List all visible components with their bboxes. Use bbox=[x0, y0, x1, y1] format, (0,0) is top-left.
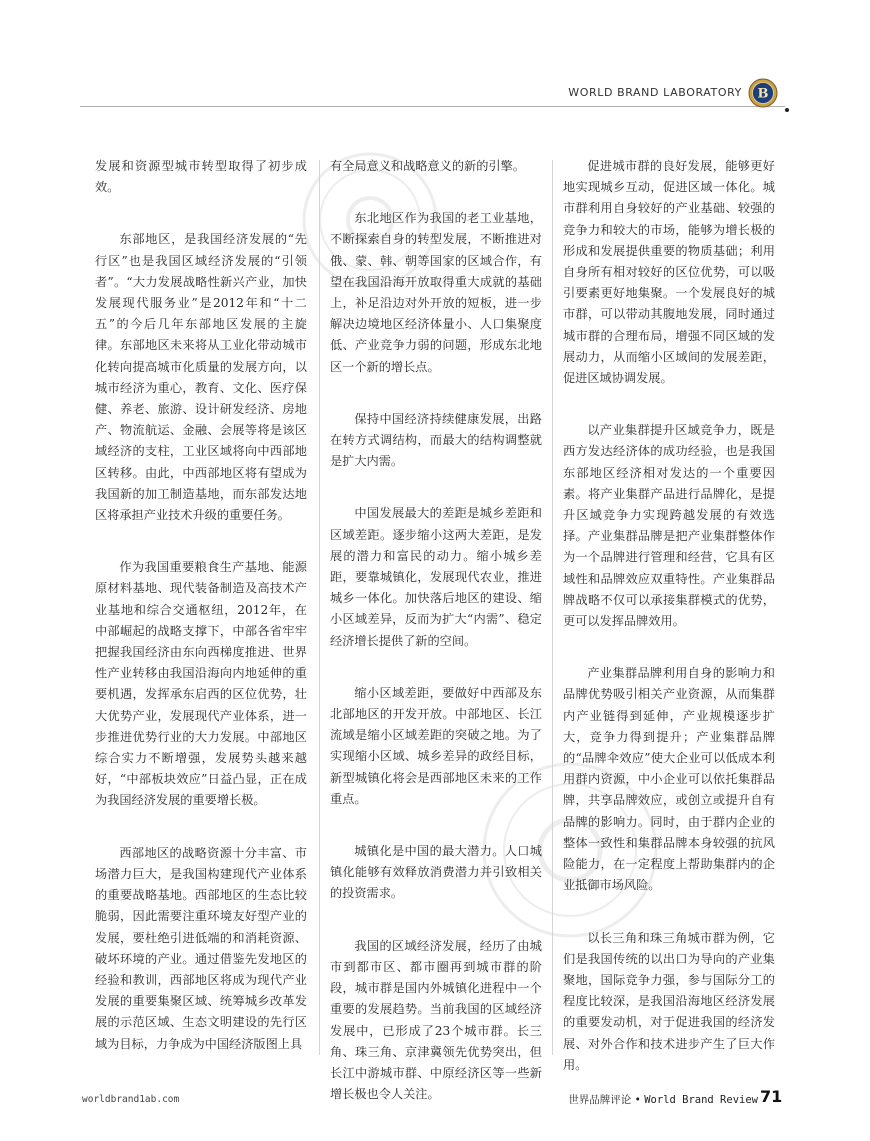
paragraph: 以产业集群提升区域竞争力，既是西方发达经济体的成功经验，也是我国东部地区经济相对发达的一个重要因素。将产业集群产品进行品牌化，是提升区域竞争力实现跨越发展的有效选择。产业集群品牌是把产业集群整体作为一个品牌进行管理和经营，它具有区域性和品牌效应双重特性。产业集群品牌战略不仅可以承接集群模式的优势，更可以发挥品牌效用。 bbox=[563, 423, 775, 629]
footer-publication-title bbox=[568, 1092, 758, 1107]
paragraph: 我国的区域经济发展，经历了由城市到都市区、都市圈再到城市群的阶段，城市群是国内外城镇化进程中一个重要的发展趋势。当前我国的区域经济发展中，已形成了23个城市群。长三角、珠三角、京津冀领先优势突出，但长江中游城市群、中原经济区等一些新增长极也令人关注。 bbox=[330, 938, 542, 1102]
paragraph: 中国发展最大的差距是城乡差距和区域差距。逐步缩小这两大差距，是发展的潜力和富民的动力。缩小城乡差距，要靠城镇化，发展现代农业，推进城乡一体化。加快落后地区的建设、缩小区域差异，反而为扩大“内需”、稳定经济增长提供了新的空间。 bbox=[330, 506, 542, 648]
paragraph: 产业集群品牌利用自身的影响力和品牌优势吸引相关产业资源，从而集群内产业链得到延伸，产业规模逐步扩大，竞争力得到提升；产业集群品牌的“品牌伞效应”使大企业可以低成本利用群内资源，中小企业可以依托集群品牌，共享品牌效应，或创立或提升自有品牌的影响力。同时，由于群内企业的整体一致性和集群品牌本身较强的抗风险能力，在一定程度上帮助集群内的企业抵御市场风险。 bbox=[563, 666, 775, 893]
column-1 bbox=[95, 156, 307, 1056]
page-number: 71 bbox=[760, 1087, 783, 1106]
paragraph: 作为我国重要粮食生产基地、能源原材料基地、现代装备制造及高技术产业基地和综合交通枢纽，2012年，在中部崛起的战略支撑下，中部各省牢牢把握我国经济由东向西梯度推进、世界性产业转移由我国沿海向内地延伸的重要机遇，发挥承东启西的区位优势，壮大优势产业，发展现代产业体系，进一步推进优势行业的大力发展。中部地区综合实力不断增强，发展势头越来越好，“中部板块效应”日益凸显，正在成为我国经济发展的重要增长极。 bbox=[95, 560, 307, 808]
paragraph: 以长三角和珠三角城市群为例，它们是我国传统的以出口为导向的产业集聚地，国际竞争力强，参与国际分工的程度比较深，是我国沿海地区经济发展的重要发动机，对于促进我国的经济发展、对外合作和技术进步产生了巨大作用。 bbox=[563, 930, 775, 1072]
paragraph: 保持中国经济持续健康发展，出路在转方式调结构，而最大的结构调整就是扩大内需。 bbox=[330, 411, 542, 469]
footer-site-url: worldbrand1ab.com bbox=[82, 1094, 180, 1105]
footer-separator: • bbox=[634, 1094, 641, 1106]
column-2 bbox=[330, 156, 542, 1102]
header-rule bbox=[80, 106, 785, 107]
brand-logo-icon bbox=[748, 78, 778, 108]
paragraph: 东北地区作为我国的老工业基地，不断探索自身的转型发展，不断推进对俄、蒙、韩、朝等国家的区域合作，有望在我国沿海开放取得重大成就的基础上，补足沿边对外开放的短板，进一步解决边境地区经济体量小、人口集聚度低、产业竞争力弱的问题，形成东北地区一个新的增长点。 bbox=[330, 211, 542, 374]
column-divider bbox=[319, 160, 320, 1055]
paragraph: 城镇化是中国的最大潜力。人口城镇化能够有效释放消费潜力并引致相关的投资需求。 bbox=[330, 844, 542, 901]
paragraph: 缩小区域差距，要做好中西部及东北部地区的开发开放。中部地区、长江流域是缩小区域差距的突破之地。为了实现缩小区域、城乡差异的政经目标，新型城镇化将会是西部地区未来的工作重点。 bbox=[330, 685, 542, 806]
header-dot bbox=[785, 108, 789, 112]
footer-title-en: World Brand Review bbox=[644, 1094, 758, 1106]
page-header bbox=[0, 72, 870, 120]
footer-title-cn: 世界品牌评论 bbox=[568, 1094, 632, 1106]
column-divider bbox=[552, 160, 553, 1055]
paragraph: 西部地区的战略资源十分丰富、市场潜力巨大，是我国构建现代产业体系的重要战略基地。西部地区的生态比较脆弱，因此需要注重环境友好型产业的发展，要杜绝引进低端的和消耗资源、破坏环境的产业。通过借鉴先发地区的经验和教训，西部地区将成为现代产业发展的重要集聚区域、统筹城乡改革发展的示范区域、生态文明建设的先行区域为目标，力争成为中国经济版图上具 bbox=[95, 845, 307, 1051]
page-footer bbox=[0, 1088, 870, 1112]
paragraph: 促进城市群的良好发展，能够更好地实现城乡互动，促进区域一体化。城市群利用自身较好的产业基础、较强的竞争力和较大的市场，能够为增长极的形成和发展提供重要的物质基础；利用自身所有相对较好的区位优势，可以吸引要素更好地集聚。一个发展良好的城市群，可以带动其腹地发展，同时通过城市群的合理布局，增强不同区域的发展动力，从而缩小区域间的发展差距，促进区域协调发展。 bbox=[563, 159, 775, 386]
paragraph: 有全局意义和战略意义的新的引擎。 bbox=[330, 159, 525, 173]
brand-name: WORLD BRAND LABORATORY bbox=[568, 86, 742, 99]
column-3 bbox=[563, 156, 775, 1072]
paragraph: 发展和资源型城市转型取得了初步成效。 bbox=[95, 159, 307, 195]
logo-letter: B bbox=[757, 86, 769, 102]
paragraph: 东部地区，是我国经济发展的“先行区”也是我国区域经济发展的“引领者”。“大力发展战略性新兴产业，加快发展现代服务业”是2012年和“十二五”的今后几年东部地区发展的主旋律。东部地区未来将从工业化带动城市化转向提高城市化质量的发展方向，以城市经济为重心，教育、文化、医疗保健、养老、旅游、设计研发经济、房地产、物流航运、金融、会展等将是该区域经济的支柱，工业区域将向中西部地区转移。由此，中西部地区将有望成为我国新的加工制造基地，而东部发达地区将承担产业技术升级的重要任务。 bbox=[95, 232, 307, 523]
